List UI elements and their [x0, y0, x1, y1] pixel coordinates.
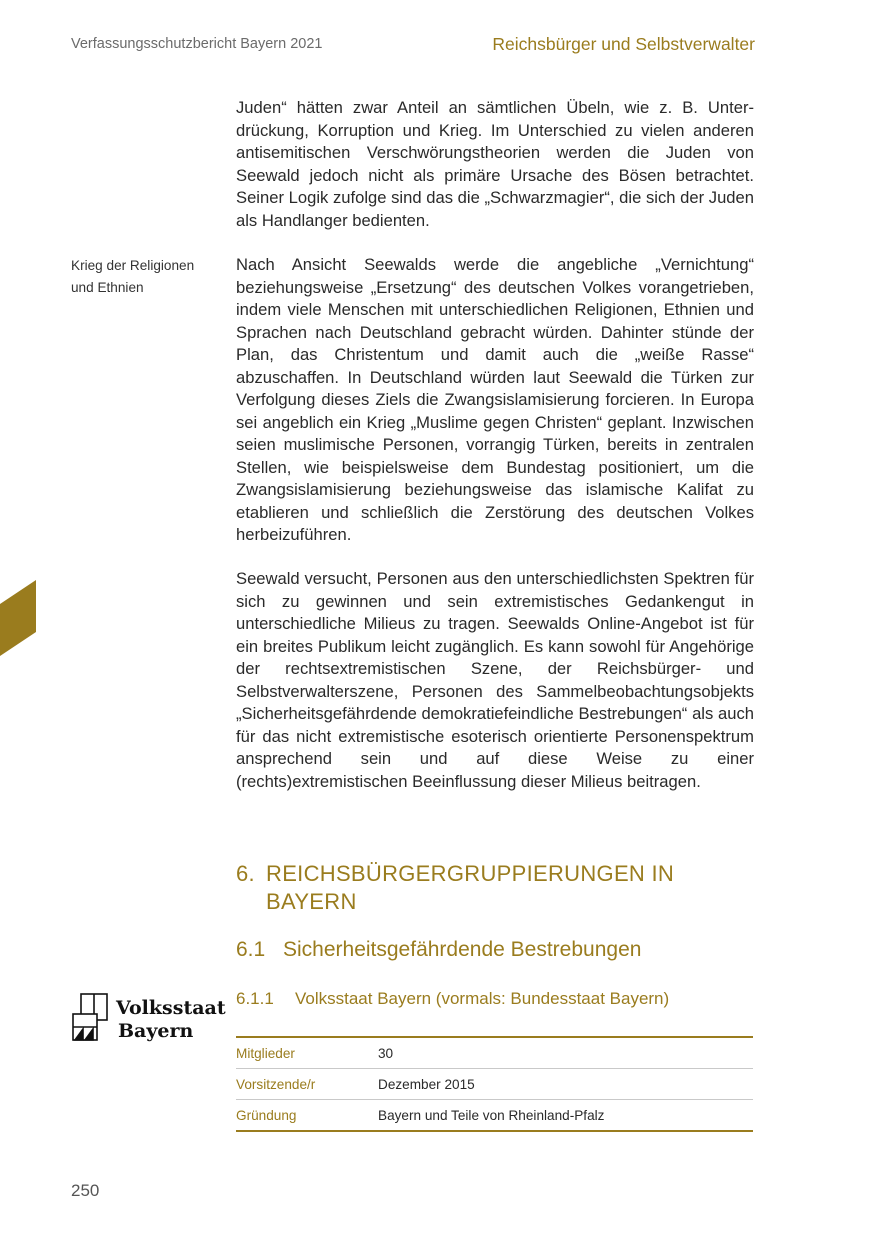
- table-row: [236, 1069, 753, 1100]
- section-heading-6-1-1-number: 6.1.1: [236, 989, 274, 1008]
- section-heading-6-1-text: Sicherheitsgefährdende Bestrebungen: [283, 938, 642, 961]
- logo-text-line-1: Volksstaat: [116, 997, 226, 1019]
- sidenote: [71, 255, 221, 299]
- logo-emblem-icon: [73, 994, 107, 1040]
- paragraph-1-text: Juden“ hätten zwar Anteil an sämtlichen Übeln, wie z. B. Unterdrückung, Korruption und Krieg. Im Unterschied zu vielen anderen antisemitischen Verschwörungstheorien werden die Juden von Seewald jedoch nicht als primäre Ursache des Bösen betrachtet. Seiner Logik zufolge sind das die „Schwarzmagier“, die sich der Juden als Handlanger bedienten.: [236, 98, 754, 230]
- running-header-left: Verfassungsschutzbericht Bayern 2021: [71, 36, 323, 52]
- paragraph-3-text: Seewald versucht, Personen aus den unterschiedlichsten Spektren für sich zu gewinnen und sein extremistisches Gedankengut in unterschiedliche Milieus zu tragen. Seewalds Online-Angebot ist für ein breites Publikum leicht zugänglich. Es kann sowohl für Angehörige der rechtsextremistischen Szene, der Reichsbürger- und Selbstverwalterszene, Personen des Sammelbeobachtungsobjekts „Sicherheitsgefährdende demokratiefeindliche Bestrebungen“ als auch für das nicht extremistische esoterisch orientierte Personenspektrum ansprechend sein und auf diese Weise zu einer (rechts)extremistischen Beeinflussung dieser Milieus beitragen.: [236, 569, 754, 791]
- page-number: 250: [71, 1181, 100, 1200]
- section-heading-6-1-number: 6.1: [236, 938, 266, 961]
- section-heading-6: [236, 860, 756, 916]
- fact-table: [236, 1036, 753, 1132]
- table-row: [236, 1038, 753, 1069]
- sidenote-line-2: und Ethnien: [71, 280, 144, 295]
- table-row-value: 30: [378, 1045, 394, 1061]
- chapter-tab-marker: [0, 580, 36, 656]
- running-header-right: Reichsbürger und Selbstverwalter: [492, 34, 755, 54]
- sidenote-line-1: Krieg der Religionen: [71, 258, 195, 273]
- paragraph-2: [236, 254, 754, 547]
- paragraph-2-text: Nach Ansicht Seewalds werde die angebliche „Vernichtung“ beziehungsweise „Ersetzung“ des deutschen Volkes vorangetrieben, indem viele Menschen mit unterschiedlichen Religionen, Ethnien und Sprachen nach Deutschland gebracht würden. Dahinter stünde der Plan, das Christentum und damit auch die „weiße Rasse“ abzuschaffen. In Deutschland würden laut Seewald die Türken zur Verfolgung dieses Ziels die Zwangsislamisierung forcieren. In Europa sei angeblich ein Krieg „Muslime gegen Christen“ geplant. Inzwischen seien muslimische Personen, vorrangig Türken, bereits in zentralen Stellen, wie beispielsweise dem Bundestag positioniert, um die Zwangsislamisierung beziehungsweise das islamische Kalifat zu etablieren und schließlich die Zerstörung des deutschen Volkes herbeizuführen.: [236, 255, 754, 544]
- table-row: [236, 1100, 753, 1132]
- table-row-key: Vorsitzende/r: [236, 1076, 316, 1092]
- section-heading-6-1-1-text: Volksstaat Bayern (vormals: Bundesstaat Bayern): [295, 989, 670, 1008]
- table-row-value: Dezember 2015: [378, 1076, 475, 1092]
- paragraph-3: [236, 568, 754, 793]
- table-row-value: Bayern und Teile von Rheinland-Pfalz: [378, 1107, 605, 1123]
- section-heading-6-line-2: BAYERN: [266, 889, 357, 914]
- paragraph-1: [236, 97, 754, 232]
- section-heading-6-number: 6.: [236, 861, 255, 886]
- section-heading-6-1: [236, 938, 641, 962]
- section-heading-6-line-1: REICHSBÜRGERGRUPPIERUNGEN IN: [266, 861, 675, 886]
- volksstaat-bayern-logo: [71, 992, 226, 1046]
- section-heading-6-1-1: [236, 989, 669, 1009]
- table-row-key: Gründung: [236, 1107, 297, 1123]
- logo-text-line-2: Bayern: [118, 1020, 194, 1042]
- chapter-tab-shape: [0, 580, 36, 656]
- table-row-key: Mitglieder: [236, 1045, 295, 1061]
